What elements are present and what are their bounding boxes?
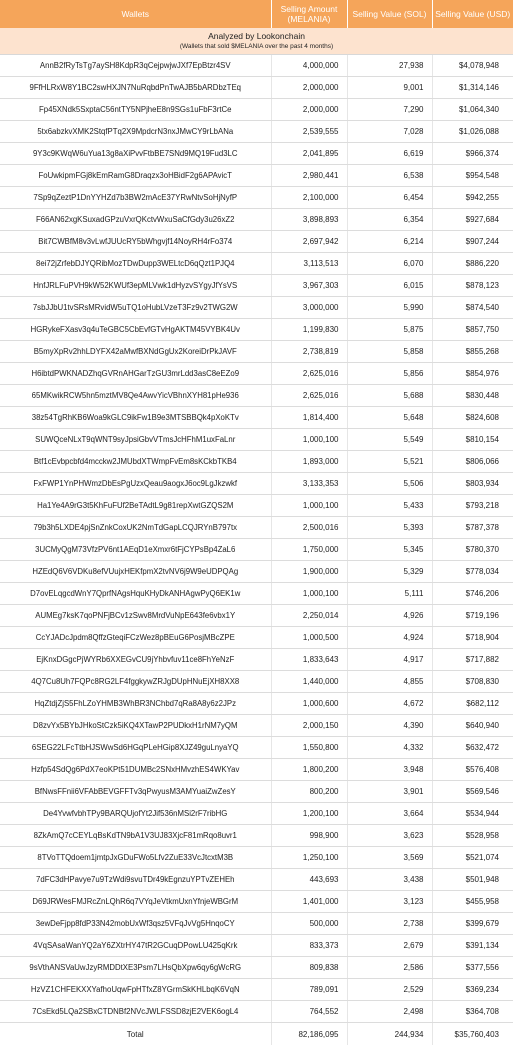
selling-value-sol-cell: 5,856	[347, 363, 432, 385]
wallet-address-cell: F66AN62xgKSuxadGPzuVxrQKctvWxuSaCfGdy3u26xZ2	[0, 209, 271, 231]
wallet-address-cell: 38z54TgRhKB6Woa9kGLC9ikFw1B9e3MTSBBQk4pXoKTv	[0, 407, 271, 429]
total-amount: 82,186,095	[271, 1023, 347, 1045]
selling-amount-cell: 833,373	[271, 935, 347, 957]
selling-amount-cell: 2,100,000	[271, 187, 347, 209]
selling-amount-cell: 3,000,000	[271, 297, 347, 319]
wallet-address-cell: B5myXpRv2hhLDYFX42aMwfBXNdGgUx2KoreiDrPkJAVF	[0, 341, 271, 363]
selling-value-sol-cell: 6,538	[347, 165, 432, 187]
selling-value-usd-cell: $886,220	[432, 253, 513, 275]
selling-value-sol-cell: 6,015	[347, 275, 432, 297]
wallet-address-cell: 9Y3c9KWqW6uYua13g8aXiPvvFtbBE7SNd9MQ19Fud3LC	[0, 143, 271, 165]
selling-amount-cell: 3,898,893	[271, 209, 347, 231]
wallet-address-cell: D7ovELqgcdWnY7QprfNAgsHquKHyDkANHAgwPyQ6EK1w	[0, 583, 271, 605]
wallet-address-cell: 7CsEkd5LQa2SBxCTDNBf2NVcJWLFSSD8zjE2VEK6ogL4	[0, 1001, 271, 1023]
selling-amount-cell: 4,000,000	[271, 55, 347, 77]
selling-value-usd-cell: $364,708	[432, 1001, 513, 1023]
selling-value-usd-cell: $927,684	[432, 209, 513, 231]
wallet-address-cell: FoUwkipmFGj8kEmRamG8Draqzx3oHBidF2g6APAvicT	[0, 165, 271, 187]
selling-value-sol-cell: 3,438	[347, 869, 432, 891]
selling-value-usd-cell: $954,548	[432, 165, 513, 187]
table-row	[0, 473, 513, 495]
selling-value-sol-cell: 5,111	[347, 583, 432, 605]
selling-value-usd-cell: $746,206	[432, 583, 513, 605]
selling-value-usd-cell: $854,976	[432, 363, 513, 385]
table-row	[0, 957, 513, 979]
selling-value-usd-cell: $640,940	[432, 715, 513, 737]
table-row	[0, 143, 513, 165]
wallet-address-cell: 8ei72jZrfebDJYQRibMozTDwDupp3WELtcD6qQzt1PJQ4	[0, 253, 271, 275]
table-row	[0, 297, 513, 319]
wallet-address-cell: HqZtdjZjS5FhLZoYHMB3WhBR3NChbd7qRa8A8y6z2JPz	[0, 693, 271, 715]
table-row	[0, 759, 513, 781]
total-label: Total	[0, 1023, 271, 1045]
wallet-address-cell: 4Q7Cu8Uh7FQPc8RG2LF4fggkywZRJgDUpHNuEjXH8XX8	[0, 671, 271, 693]
selling-amount-cell: 800,200	[271, 781, 347, 803]
selling-amount-cell: 3,133,353	[271, 473, 347, 495]
total-sol: 244,934	[347, 1023, 432, 1045]
selling-value-sol-cell: 6,619	[347, 143, 432, 165]
selling-amount-cell: 809,838	[271, 957, 347, 979]
selling-amount-cell: 1,199,830	[271, 319, 347, 341]
selling-value-sol-cell: 5,345	[347, 539, 432, 561]
selling-amount-cell: 1,800,200	[271, 759, 347, 781]
selling-value-sol-cell: 3,569	[347, 847, 432, 869]
table-row	[0, 187, 513, 209]
wallet-address-cell: 6SEG22LFcTtbHJSWwSd6HGqPLeHGip8XJZ49guLnyaYQ	[0, 737, 271, 759]
selling-amount-cell: 1,000,100	[271, 429, 347, 451]
selling-value-sol-cell: 9,001	[347, 77, 432, 99]
wallet-address-cell: AUMEg7ksK7qoPNFjBCv1zSwv8MrdVuNpE643fe6vbx1Y	[0, 605, 271, 627]
table-row	[0, 451, 513, 473]
selling-value-usd-cell: $780,370	[432, 539, 513, 561]
total-usd: $35,760,403	[432, 1023, 513, 1045]
selling-amount-cell: 1,200,100	[271, 803, 347, 825]
selling-value-usd-cell: $857,750	[432, 319, 513, 341]
table-row	[0, 737, 513, 759]
selling-value-sol-cell: 3,948	[347, 759, 432, 781]
wallet-address-cell: 7sbJJbU1tvSRsMRvidW5uTQ1oHubLVzeT3Fz9v2TWG2W	[0, 297, 271, 319]
table-row	[0, 891, 513, 913]
selling-value-usd-cell: $501,948	[432, 869, 513, 891]
selling-amount-cell: 1,833,643	[271, 649, 347, 671]
table-row	[0, 253, 513, 275]
selling-value-sol-cell: 5,433	[347, 495, 432, 517]
selling-value-usd-cell: $717,882	[432, 649, 513, 671]
selling-amount-cell: 1,000,600	[271, 693, 347, 715]
selling-amount-cell: 998,900	[271, 825, 347, 847]
selling-value-sol-cell: 4,917	[347, 649, 432, 671]
wallet-address-cell: 9sVthANSVaUwJzyRMDDtXE3Psm7LHsQbXpw6qy6gWcRG	[0, 957, 271, 979]
selling-value-usd-cell: $810,154	[432, 429, 513, 451]
selling-value-sol-cell: 6,070	[347, 253, 432, 275]
table-row	[0, 803, 513, 825]
table-row	[0, 341, 513, 363]
selling-value-sol-cell: 4,924	[347, 627, 432, 649]
selling-amount-cell: 1,440,000	[271, 671, 347, 693]
selling-value-sol-cell: 2,498	[347, 1001, 432, 1023]
table-row	[0, 385, 513, 407]
selling-amount-cell: 764,552	[271, 1001, 347, 1023]
selling-value-sol-cell: 5,329	[347, 561, 432, 583]
selling-amount-cell: 2,625,016	[271, 363, 347, 385]
selling-value-usd-cell: $576,408	[432, 759, 513, 781]
selling-amount-cell: 2,738,819	[271, 341, 347, 363]
table-row	[0, 495, 513, 517]
wallet-address-cell: H6ibtdPWKNADZhqGVRnAHGarTzGU3mrLdd3asC8eEZo9	[0, 363, 271, 385]
selling-amount-cell: 3,967,303	[271, 275, 347, 297]
selling-value-usd-cell: $1,314,146	[432, 77, 513, 99]
selling-value-usd-cell: $399,679	[432, 913, 513, 935]
selling-value-sol-cell: 4,672	[347, 693, 432, 715]
wallet-address-cell: 3ewDeFjpp8fdP33N42mobUxWf3qsz5VFqJvVg5HnqoCY	[0, 913, 271, 935]
table-row	[0, 627, 513, 649]
selling-value-sol-cell: 4,855	[347, 671, 432, 693]
selling-amount-cell: 1,750,000	[271, 539, 347, 561]
selling-amount-cell: 3,113,513	[271, 253, 347, 275]
selling-value-usd-cell: $455,958	[432, 891, 513, 913]
selling-value-sol-cell: 2,738	[347, 913, 432, 935]
selling-value-usd-cell: $1,064,340	[432, 99, 513, 121]
analyzed-note: (Wallets that sold $MELANIA over the past 4 months)	[0, 42, 513, 51]
wallet-address-cell: D69JRWesFMJRcZnLQhR6q7VYqJeVtkmUxnYfnjeWBGrM	[0, 891, 271, 913]
table-row	[0, 561, 513, 583]
total-row	[0, 1023, 513, 1045]
selling-value-usd-cell: $534,944	[432, 803, 513, 825]
selling-value-sol-cell: 6,354	[347, 209, 432, 231]
table-row	[0, 693, 513, 715]
table-row	[0, 231, 513, 253]
selling-value-sol-cell: 3,664	[347, 803, 432, 825]
wallet-address-cell: HZEdQ6V6VDKu8efVUujxHEKfpmX2tvNV6j9W9eUDPQAg	[0, 561, 271, 583]
selling-value-sol-cell: 2,529	[347, 979, 432, 1001]
wallet-address-cell: 8ZkAmQ7cCEYLqBsKdTN9bA1V3UJ83XjcF81mRqo8uvr1	[0, 825, 271, 847]
table-row	[0, 275, 513, 297]
selling-value-sol-cell: 5,990	[347, 297, 432, 319]
selling-value-usd-cell: $369,234	[432, 979, 513, 1001]
wallet-address-cell: 5tx6abzkvXMK2StqfPTq2X9MpdcrN3nxJMwCY9rLbANa	[0, 121, 271, 143]
selling-amount-cell: 1,000,100	[271, 583, 347, 605]
wallet-address-cell: EjKnxDGgcPjWYRb6XXEGvCU9jYhbvfuv11ce8FhYeNzF	[0, 649, 271, 671]
wallet-address-cell: Hzfp54SdQg6PdX7eoKPt51DUMBc2SNxHMvzhES4WKYav	[0, 759, 271, 781]
header-selling-value-sol: Selling Value (SOL)	[347, 0, 432, 28]
wallet-address-cell: Ha1Ye4A9rG3t5KhFuFUf2BeTAdtL9g81repXwtGZQS2M	[0, 495, 271, 517]
wallet-address-cell: HnfJRLFuPVH9kW52KWUf3epMLVwk1dHyzvSYgyJfYsVS	[0, 275, 271, 297]
table-row	[0, 869, 513, 891]
selling-value-usd-cell: $521,074	[432, 847, 513, 869]
selling-value-usd-cell: $719,196	[432, 605, 513, 627]
selling-amount-cell: 1,250,100	[271, 847, 347, 869]
wallet-address-cell: 9FfHLRxW8Y1BC2swHXJN7NuRqbdPnTwAJB5bARDbzTEq	[0, 77, 271, 99]
table-row	[0, 847, 513, 869]
selling-value-sol-cell: 7,028	[347, 121, 432, 143]
selling-value-sol-cell: 3,123	[347, 891, 432, 913]
selling-value-sol-cell: 2,586	[347, 957, 432, 979]
table-row	[0, 165, 513, 187]
selling-value-usd-cell: $569,546	[432, 781, 513, 803]
table-row	[0, 77, 513, 99]
table-row	[0, 363, 513, 385]
selling-value-usd-cell: $907,244	[432, 231, 513, 253]
table-row	[0, 319, 513, 341]
header-wallets: Wallets	[0, 0, 271, 28]
table-row	[0, 935, 513, 957]
selling-value-sol-cell: 4,926	[347, 605, 432, 627]
selling-value-usd-cell: $1,026,088	[432, 121, 513, 143]
wallet-address-cell: Btf1cEvbpcbfd4mcckw2JMUbdXTWmpFvEm8sKCkbTKB4	[0, 451, 271, 473]
selling-amount-cell: 2,625,016	[271, 385, 347, 407]
wallet-address-cell: Bit7CWBfM8v3vLwfJUUcRY5bWhgvjf14NoyRH4rFo374	[0, 231, 271, 253]
selling-value-sol-cell: 6,214	[347, 231, 432, 253]
header-selling-value-usd: Selling Value (USD)	[432, 0, 513, 28]
selling-amount-cell: 2,000,000	[271, 77, 347, 99]
selling-value-sol-cell: 5,393	[347, 517, 432, 539]
table-row	[0, 605, 513, 627]
selling-amount-cell: 1,000,100	[271, 495, 347, 517]
table-header	[0, 0, 513, 28]
selling-value-sol-cell: 3,901	[347, 781, 432, 803]
table-row	[0, 517, 513, 539]
selling-value-sol-cell: 5,521	[347, 451, 432, 473]
selling-value-usd-cell: $806,066	[432, 451, 513, 473]
table-row	[0, 429, 513, 451]
selling-value-usd-cell: $528,958	[432, 825, 513, 847]
selling-amount-cell: 1,401,000	[271, 891, 347, 913]
wallet-address-cell: HGRykeFXasv3q4uTeGBC5CbEvfGTvHgAKTM45VYBK4Uv	[0, 319, 271, 341]
table-row	[0, 55, 513, 77]
table-row	[0, 583, 513, 605]
table-row	[0, 407, 513, 429]
selling-value-usd-cell: $803,934	[432, 473, 513, 495]
selling-value-sol-cell: 5,549	[347, 429, 432, 451]
table-row	[0, 649, 513, 671]
wallet-address-cell: 8TVoTTQdoem1jmtpJxGDuFWo5Lfv2ZuE33VcJtcxtM3B	[0, 847, 271, 869]
selling-value-sol-cell: 2,679	[347, 935, 432, 957]
wallet-address-cell: AnnB2fRyTsTg7aySH8KdpR3qCejpwjwJXf7EpBtzr4SV	[0, 55, 271, 77]
wallet-address-cell: HzVZ1CHFEKXXYafhoUqwFpHTfxZ8YGrmSkKHLbqK6VqN	[0, 979, 271, 1001]
selling-value-usd-cell: $787,378	[432, 517, 513, 539]
wallet-address-cell: 7dFC3dHPavye7u9TzWdi9svuTDr49kEgnzuYPTvZEHEh	[0, 869, 271, 891]
selling-amount-cell: 1,000,500	[271, 627, 347, 649]
selling-amount-cell: 2,000,000	[271, 99, 347, 121]
table-row	[0, 979, 513, 1001]
selling-value-usd-cell: $4,078,948	[432, 55, 513, 77]
wallet-address-cell: BfNwsFFnii6VFAbBEVGFFTv3qPwyusM3AMYuaiZwZesY	[0, 781, 271, 803]
selling-value-usd-cell: $878,123	[432, 275, 513, 297]
wallet-address-cell: Fp45XNdk5SxptaC56ntTY5NPjheE8n9SGs1uFbF3rtCe	[0, 99, 271, 121]
selling-amount-cell: 2,500,016	[271, 517, 347, 539]
table-row	[0, 539, 513, 561]
wallet-address-cell: 4VqSAsaWanYQ2aY6ZXtrHY47tR2GCuqDPowLU425qKrk	[0, 935, 271, 957]
selling-value-usd-cell: $793,218	[432, 495, 513, 517]
selling-amount-cell: 789,091	[271, 979, 347, 1001]
selling-value-sol-cell: 6,454	[347, 187, 432, 209]
wallet-address-cell: D8zvYx5BYbJHkoStCzk5iKQ4XTawP2PUDkxH1rNM7yQM	[0, 715, 271, 737]
selling-value-usd-cell: $632,472	[432, 737, 513, 759]
selling-value-sol-cell: 4,390	[347, 715, 432, 737]
selling-value-usd-cell: $682,112	[432, 693, 513, 715]
selling-amount-cell: 500,000	[271, 913, 347, 935]
table-body	[0, 55, 513, 1023]
selling-amount-cell: 2,000,150	[271, 715, 347, 737]
selling-amount-cell: 2,041,895	[271, 143, 347, 165]
selling-value-sol-cell: 5,648	[347, 407, 432, 429]
selling-value-sol-cell: 5,688	[347, 385, 432, 407]
header-selling-amount: Selling Amount (MELANIA)	[271, 0, 347, 28]
selling-value-usd-cell: $377,556	[432, 957, 513, 979]
selling-value-sol-cell: 27,938	[347, 55, 432, 77]
selling-value-sol-cell: 7,290	[347, 99, 432, 121]
table-row	[0, 825, 513, 847]
table-row	[0, 781, 513, 803]
table-row	[0, 99, 513, 121]
wallet-address-cell: CcYJADcJpdm8QffzGteqiFCzWez8pBEuG6PosjMBcZPE	[0, 627, 271, 649]
selling-amount-cell: 2,539,555	[271, 121, 347, 143]
analyzed-banner	[0, 28, 513, 55]
selling-value-usd-cell: $942,255	[432, 187, 513, 209]
table-row	[0, 715, 513, 737]
selling-amount-cell: 1,900,000	[271, 561, 347, 583]
wallet-address-cell: 3UCMyQgM73VfzPV6nt1AEqD1eXmxr6tFjCYPsBp4ZaL6	[0, 539, 271, 561]
selling-amount-cell: 1,550,800	[271, 737, 347, 759]
wallet-address-cell: FxFWP1YnPHWmzDbEsPgUzxQeau9aogxJ6oc9LgJkzwkf	[0, 473, 271, 495]
selling-value-sol-cell: 5,506	[347, 473, 432, 495]
selling-value-usd-cell: $708,830	[432, 671, 513, 693]
table-row	[0, 1001, 513, 1023]
selling-value-sol-cell: 3,623	[347, 825, 432, 847]
table-row	[0, 209, 513, 231]
table-row	[0, 671, 513, 693]
selling-amount-cell: 2,980,441	[271, 165, 347, 187]
table-footer	[0, 1023, 513, 1045]
wallet-address-cell: 7Sp9qZeztP1DnYYHZd7b3BW2mAcE37YRwNtvSoHjNyfP	[0, 187, 271, 209]
selling-amount-cell: 1,893,000	[271, 451, 347, 473]
wallet-address-cell: 65MKwikRCW5hn5mztMV8Qe4AwvYicVBhnXYH81pHe936	[0, 385, 271, 407]
selling-value-usd-cell: $966,374	[432, 143, 513, 165]
selling-amount-cell: 1,814,400	[271, 407, 347, 429]
selling-value-usd-cell: $391,134	[432, 935, 513, 957]
analyzed-by: Analyzed by Lookonchain	[0, 31, 513, 42]
selling-amount-cell: 2,250,014	[271, 605, 347, 627]
selling-value-usd-cell: $824,608	[432, 407, 513, 429]
selling-value-sol-cell: 5,858	[347, 341, 432, 363]
wallet-address-cell: De4YvwfvbhTPy9BARQUjofYt2Jif536nMSi2rF7ribHG	[0, 803, 271, 825]
wallet-address-cell: 79b3h5LXDE4pjSnZnkCoxUK2NmTdGapLCQJRYnB797tx	[0, 517, 271, 539]
selling-value-usd-cell: $718,904	[432, 627, 513, 649]
wallet-address-cell: SUWQceNLxT9qWNT9syJpsiGbvVTmsJcHFhM1uxFaLnr	[0, 429, 271, 451]
selling-value-usd-cell: $830,448	[432, 385, 513, 407]
table-row	[0, 121, 513, 143]
table-row	[0, 913, 513, 935]
selling-value-sol-cell: 4,332	[347, 737, 432, 759]
selling-value-usd-cell: $855,268	[432, 341, 513, 363]
selling-value-usd-cell: $778,034	[432, 561, 513, 583]
selling-amount-cell: 2,697,942	[271, 231, 347, 253]
selling-value-usd-cell: $874,540	[432, 297, 513, 319]
analyzed-banner-cell	[0, 28, 513, 55]
selling-value-sol-cell: 5,875	[347, 319, 432, 341]
selling-amount-cell: 443,693	[271, 869, 347, 891]
